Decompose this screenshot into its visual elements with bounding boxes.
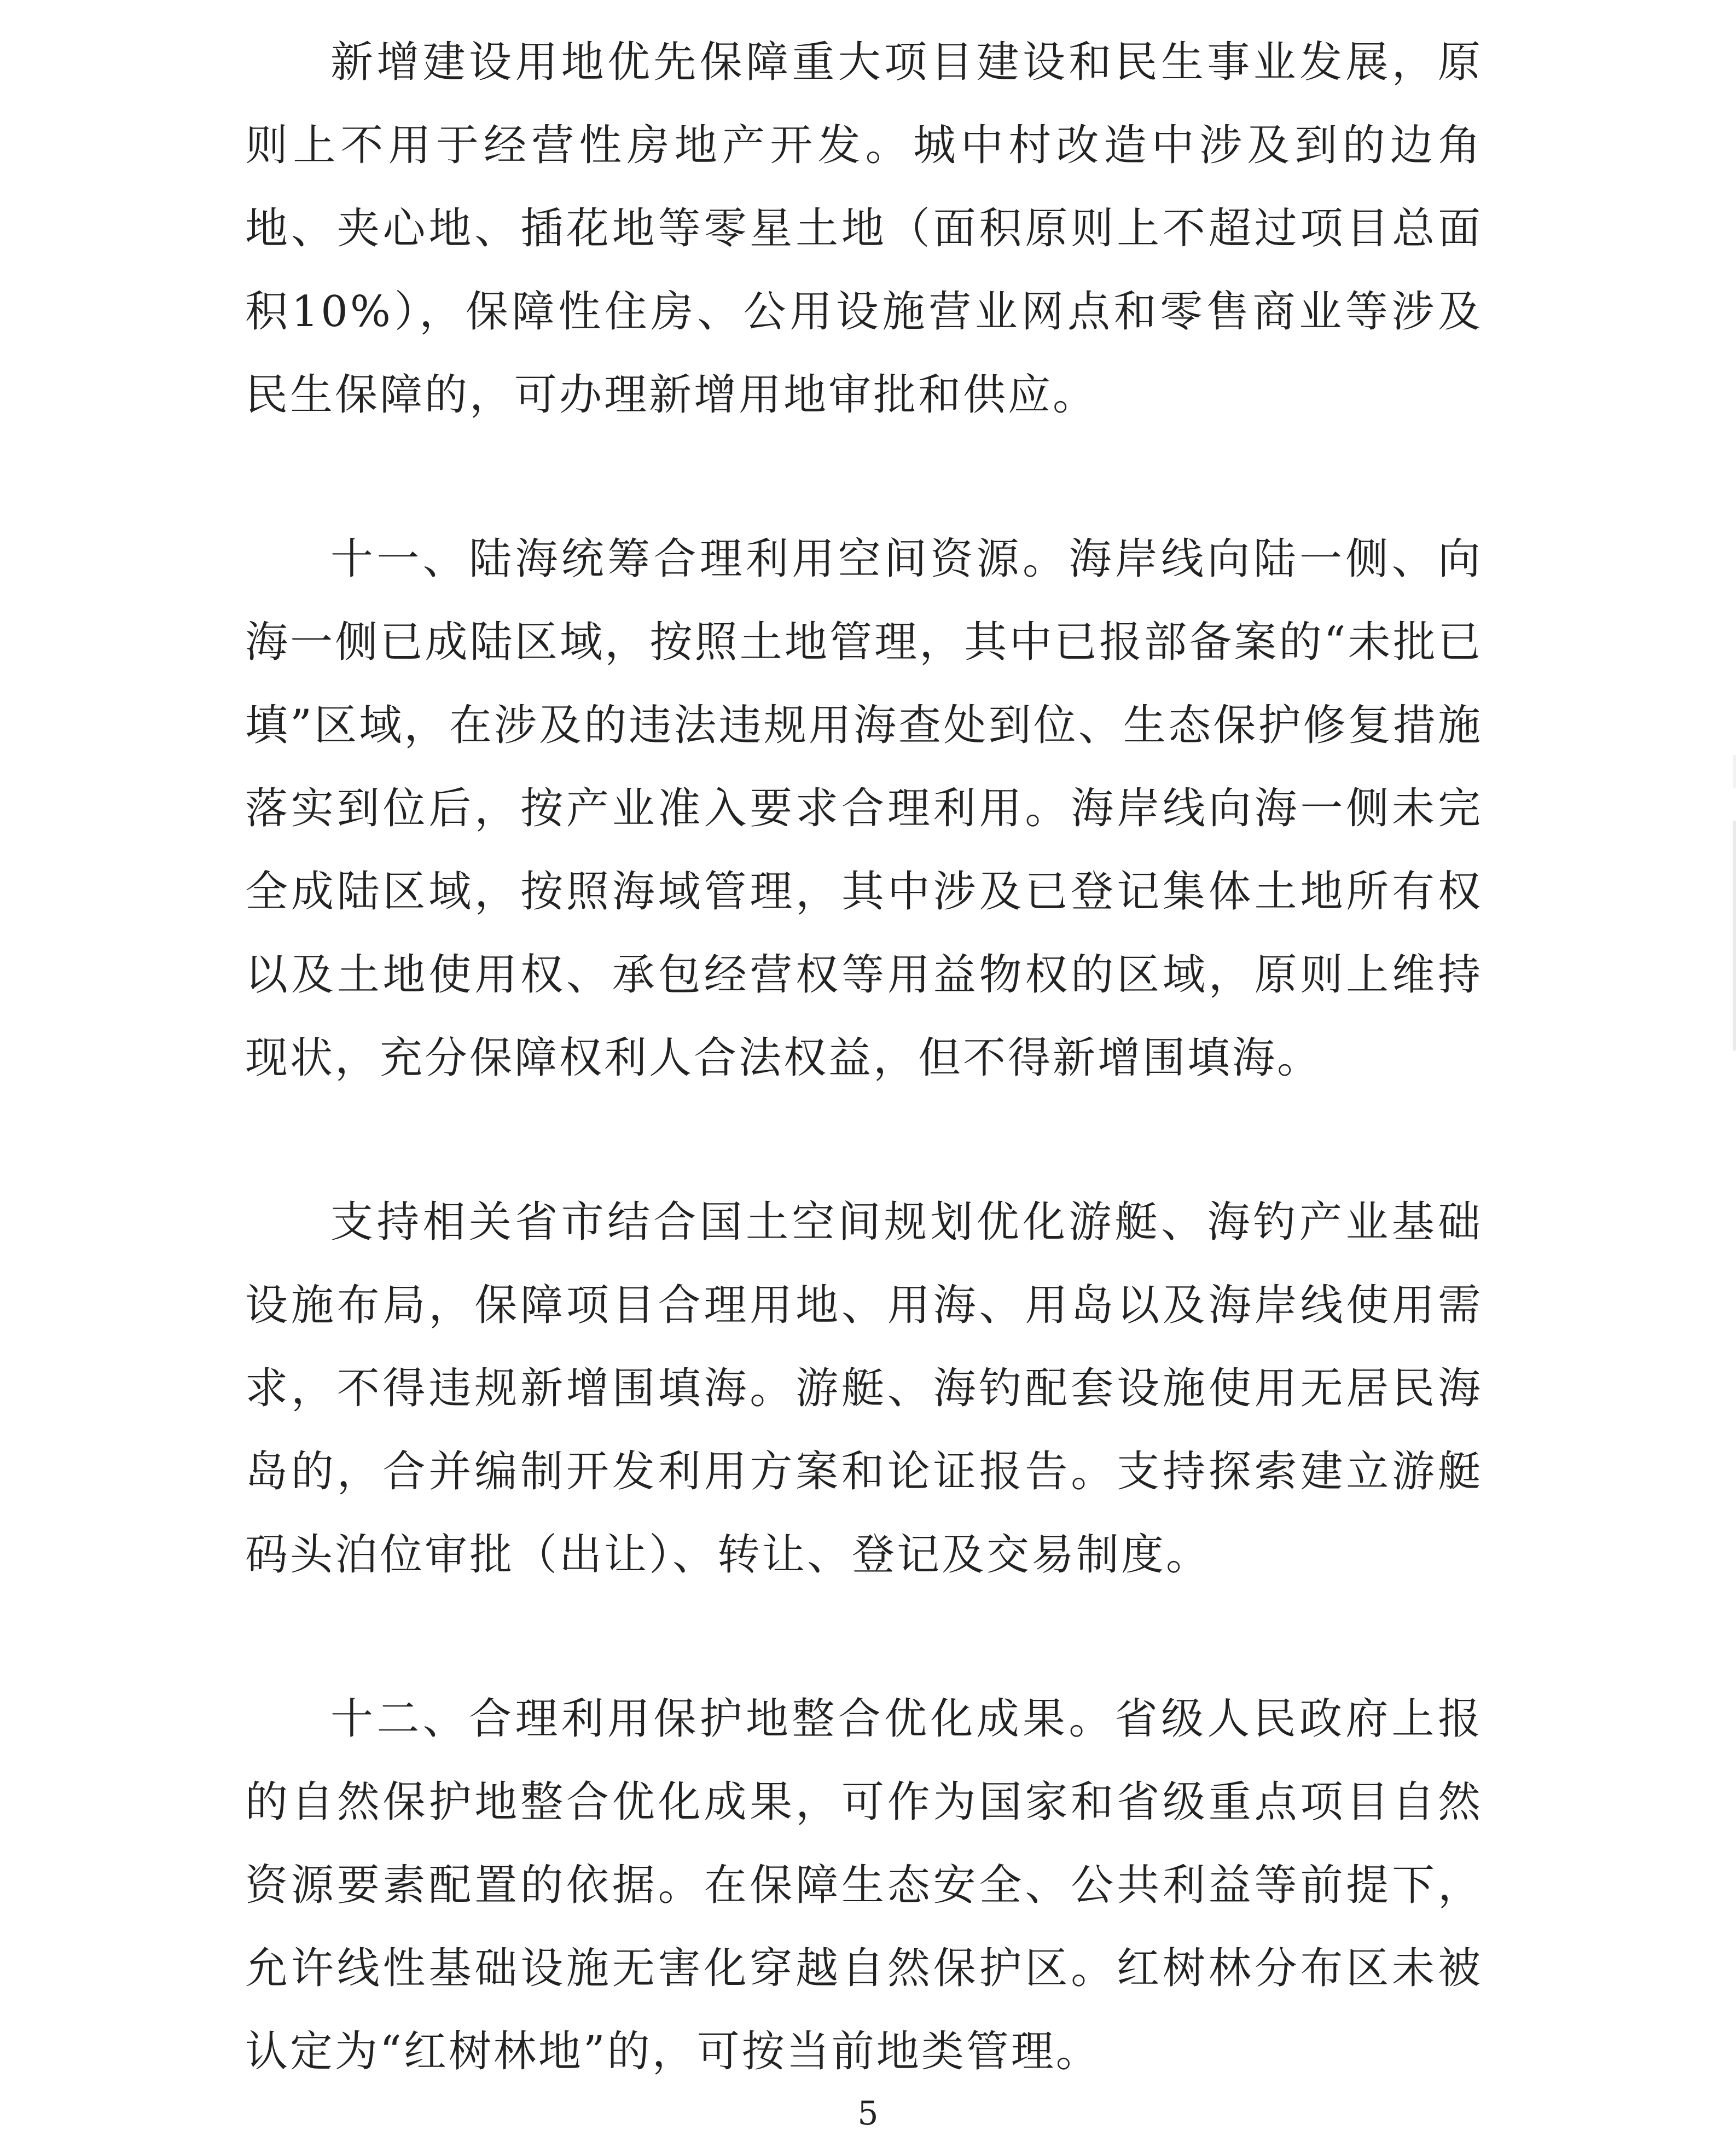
paragraph-section-12: 十二、合理利用保护地整合优化成果。省级人民政府上报的自然保护地整合优化成果，可作为国家和省级重点项目自然资源要素配置的依据。在保障生态安全、公共利益等前提下，允许线性基础设施无害化穿越自然保护区。红树林分布区未被认定为“红树林地”的，可按当前地类管理。 bbox=[245, 1694, 1483, 2076]
page-number: 5 bbox=[857, 2094, 879, 2133]
body-text bbox=[245, 21, 1483, 2093]
paragraph-spacer bbox=[245, 1100, 1483, 1181]
edge-shadow bbox=[1733, 755, 1736, 788]
edge-shadow bbox=[1733, 821, 1736, 1050]
paragraph-spacer bbox=[245, 437, 1483, 518]
paragraph-spacer bbox=[245, 1596, 1483, 1677]
paragraph-section-11: 十一、陆海统筹合理利用空间资源。海岸线向陆一侧、向海一侧已成陆区域，按照土地管理，其中已报部备案的“未批已填”区域，在涉及的违法违规用海查处到位、生态保护修复措施落实到位后，按产业准入要求合理利用。海岸线向海一侧未完全成陆区域，按照海域管理，其中涉及已登记集体土地所有权以及土地使用权、承包经营权等用益物权的区域，原则上维持现状，充分保障权利人合法权益，但不得新增围填海。 bbox=[245, 535, 1483, 1083]
paragraph-land-use-priority: 新增建设用地优先保障重大项目建设和民生事业发展，原则上不用于经营性房地产开发。城中村改造中涉及到的边角地、夹心地、插花地等零星土地（面积原则上不超过项目总面积10%），保障性住房、公用设施营业网点和零售商业等涉及民生保障的，可办理新增用地审批和供应。 bbox=[245, 38, 1483, 420]
paragraph-yacht-fishing: 支持相关省市结合国土空间规划优化游艇、海钓产业基础设施布局，保障项目合理用地、用海、用岛以及海岸线使用需求，不得违规新增围填海。游艇、海钓配套设施使用无居民海岛的，合并编制开发利用方案和论证报告。支持探索建立游艇码头泊位审批（出让）、转让、登记及交易制度。 bbox=[245, 1198, 1483, 1580]
